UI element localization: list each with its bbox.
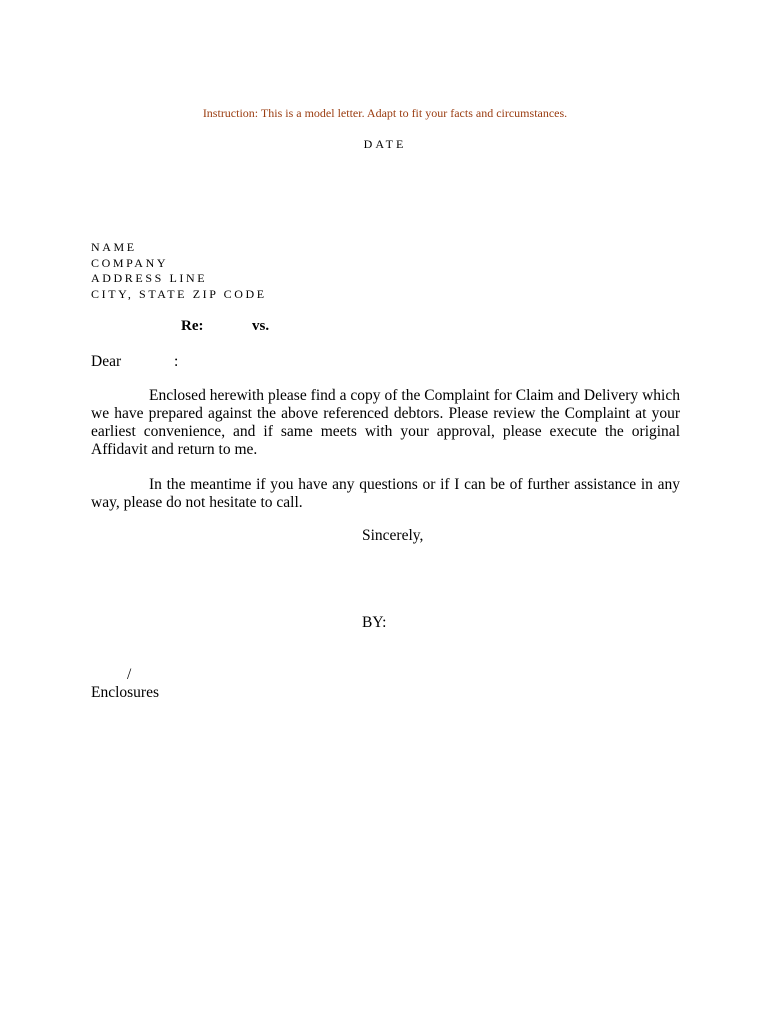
body-paragraph-1: Enclosed herewith please find a copy of the Complaint for Claim and Delivery which we have prepared against the above referenced debtors. Please review the Complaint at your earliest convenience, and if same meets with your approval, please execute the original Affidavit and return to me. bbox=[91, 387, 680, 458]
re-label: Re: bbox=[181, 318, 204, 334]
recipient-company: COMPANY bbox=[91, 255, 169, 270]
body-paragraph-2: In the meantime if you have any questions or if I can be of further assistance in any way, please do not hesitate to call. bbox=[91, 476, 680, 511]
salutation-colon: : bbox=[174, 353, 179, 370]
closing-sincerely: Sincerely, bbox=[362, 527, 424, 544]
recipient-name: NAME bbox=[91, 240, 137, 254]
signature-by: BY: bbox=[362, 614, 387, 631]
instruction-note: Instruction: This is a model letter. Adapt to fit your facts and circumstances. bbox=[202, 106, 568, 120]
re-vs: vs. bbox=[252, 318, 270, 334]
recipient-address-block bbox=[91, 240, 267, 302]
recipient-city-state-zip: CITY, STATE ZIP CODE bbox=[91, 286, 267, 301]
recipient-address-line: ADDRESS LINE bbox=[91, 271, 208, 285]
enclosures-label: Enclosures bbox=[91, 684, 160, 701]
letter-date: DATE bbox=[363, 137, 407, 151]
initials-slash: / bbox=[127, 666, 132, 683]
salutation-dear: Dear bbox=[91, 353, 122, 370]
